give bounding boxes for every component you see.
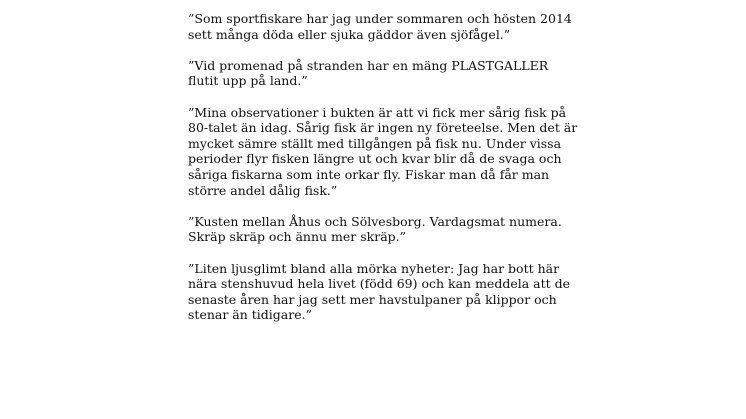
quote-plastgaller: ”Vid promenad på stranden har en mäng PLASTGALLER flutit upp på land.” [188, 57, 549, 89]
quote-ljusglimt: ”Liten ljusglimt bland alla mörka nyheter: Jag har bott här nära stenshuvud hela livet (född 69) och kan meddela att de senaste åren har jag sett mer havstulpaner på klippor och stenar än tidigare.” [188, 260, 571, 323]
quote-sportfiskare: ”Som sportfiskare har jag under sommaren och hösten 2014 sett många döda eller sjuka gäddor även sjöfågel.” [188, 11, 572, 42]
quote-kusten: ”Kusten mellan Åhus och Sölvesborg. Vardagsmat numera. Skräp skräp och ännu mer skräp.” [188, 213, 562, 245]
quote-list [188, 11, 578, 338]
quote-observationer: ”Mina observationer i bukten är att vi fick mer sårig fisk på 80-talet än idag. Sårig fisk är ingen ny företeelse. Men det är mycket sämre ställt med tillgången på fisk nu. Under vissa perioder flyr fisken längre ut och kvar blir då de svaga och såriga fiskarna som inte orkar fly. Fiskar man då får man större andel dålig fisk.” [188, 104, 578, 198]
